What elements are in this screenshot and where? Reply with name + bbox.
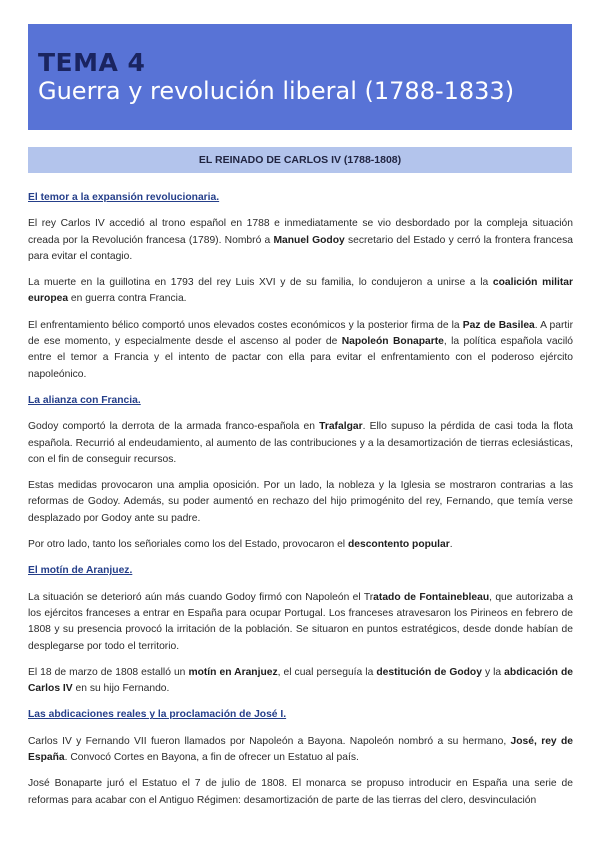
- topic-header: [28, 24, 572, 130]
- paragraph: Carlos IV y Fernando VII fueron llamados por Napoleón a Bayona. Napoleón nombró a su hermano, José, rey de España. Convocó Cortes en Bayona, a fin de ofrecer un Estatuo al país.: [28, 735, 573, 764]
- bold-term: descontento popular: [347, 539, 450, 551]
- topic-title: Guerra y revolución liberal (1788-1833): [38, 77, 515, 105]
- subheading-alianza: La alianza con Francia.: [28, 394, 141, 406]
- bold-term: Manuel Godoy: [273, 234, 345, 246]
- subheading-temor: El temor a la expansión revolucionaria.: [28, 192, 220, 203]
- paragraph: El enfrentamiento bélico comportó unos elevados costes económicos y la posterior firma de la Paz de Basilea. A partir de ese momento, y especialmente desde el ascenso al poder de Napoleón Bonaparte, la política española vaciló entre el temor a Francia y el intento de pactar con ella para evitar el enfrentamiento con el poderoso ejército napoleónico.: [28, 319, 574, 380]
- paragraph: Estas medidas provocaron una amplia oposición. Por un lado, la nobleza y la Iglesia se mostraron contrarias a las reformas de Godoy. Además, su poder aumentó en rechazo del hijo primogénito del rey, Fernando, que temía verse desplazado por Godoy ante su padre.: [28, 480, 573, 524]
- bold-term: motín en Aranjuez: [188, 666, 278, 678]
- bold-term: Trafalgar: [319, 421, 363, 433]
- paragraph: El rey Carlos IV accedió al trono español en 1788 e inmediatamente se vio desbordado por la compleja situación creada por la Revolución francesa (1789). Nombró a Manuel Godoy secretario del Estado y cerró la frontera francesa para evitar el contagio.: [28, 218, 574, 262]
- bold-term: Napoleón Bonaparte: [341, 336, 444, 348]
- paragraph: La situación se deterioró aún más cuando Godoy firmó con Napoleón el Tratado de Fontainebleau, que autorizaba a los ejércitos franceses a entrar en España para ocupar Portugal. Los franceses atravesaron los Pirineos en febrero de 1808 y su presencia provocó la irritación de la población. Se situaron en puntos estratégicos, desde donde habían de desplegarse por todo el territorio.: [28, 591, 573, 652]
- bold-term: José, rey de España: [28, 735, 573, 764]
- section-title-bar: EL REINADO DE CARLOS IV (1788-1808): [28, 147, 572, 173]
- bold-term: coalición militar europea: [28, 277, 573, 305]
- bold-term: abdicación de Carlos IV: [28, 666, 573, 695]
- paragraph: Godoy comportó la derrota de la armada franco-española en Trafalgar. Ello supuso la pérdida de casi toda la flota española. Recurrió al endeudamiento, al aumento de las contribuciones y a la desamortización de tierras eclesiásticas, con el fin de conseguir recursos.: [28, 421, 573, 465]
- paragraph: La muerte en la guillotina en 1793 del rey Luis XVI y de su familia, lo condujeron a unirse a la coalición militar europea en guerra contra Francia.: [28, 277, 573, 305]
- bold-term: Paz de Basilea: [462, 319, 535, 331]
- paragraph: Por otro lado, tanto los señoriales como los del Estado, provocaron el descontento popular.: [28, 539, 453, 551]
- paragraph: José Bonaparte juró el Estatuo el 7 de julio de 1808. El monarca se propuso introducir en España una serie de reformas para acabar con el Antiguo Régimen: desamortización de parte de las tierras del clero, desvinculación: [28, 778, 573, 806]
- topic-number: TEMA 4: [38, 48, 146, 77]
- paragraph: El 18 de marzo de 1808 estalló un motín en Aranjuez, el cual perseguía la destitución de Godoy y la abdicación de Carlos IV en su hijo Fernando.: [28, 666, 573, 695]
- subheading-motin: El motín de Aranjuez.: [28, 565, 133, 577]
- subheading-abdicaciones: Las abdicaciones reales y la proclamación de José I.: [28, 709, 287, 721]
- bold-term: destitución de Godoy: [376, 666, 482, 678]
- document-body: [28, 190, 573, 819]
- bold-term: atado de Fontainebleau: [373, 591, 490, 603]
